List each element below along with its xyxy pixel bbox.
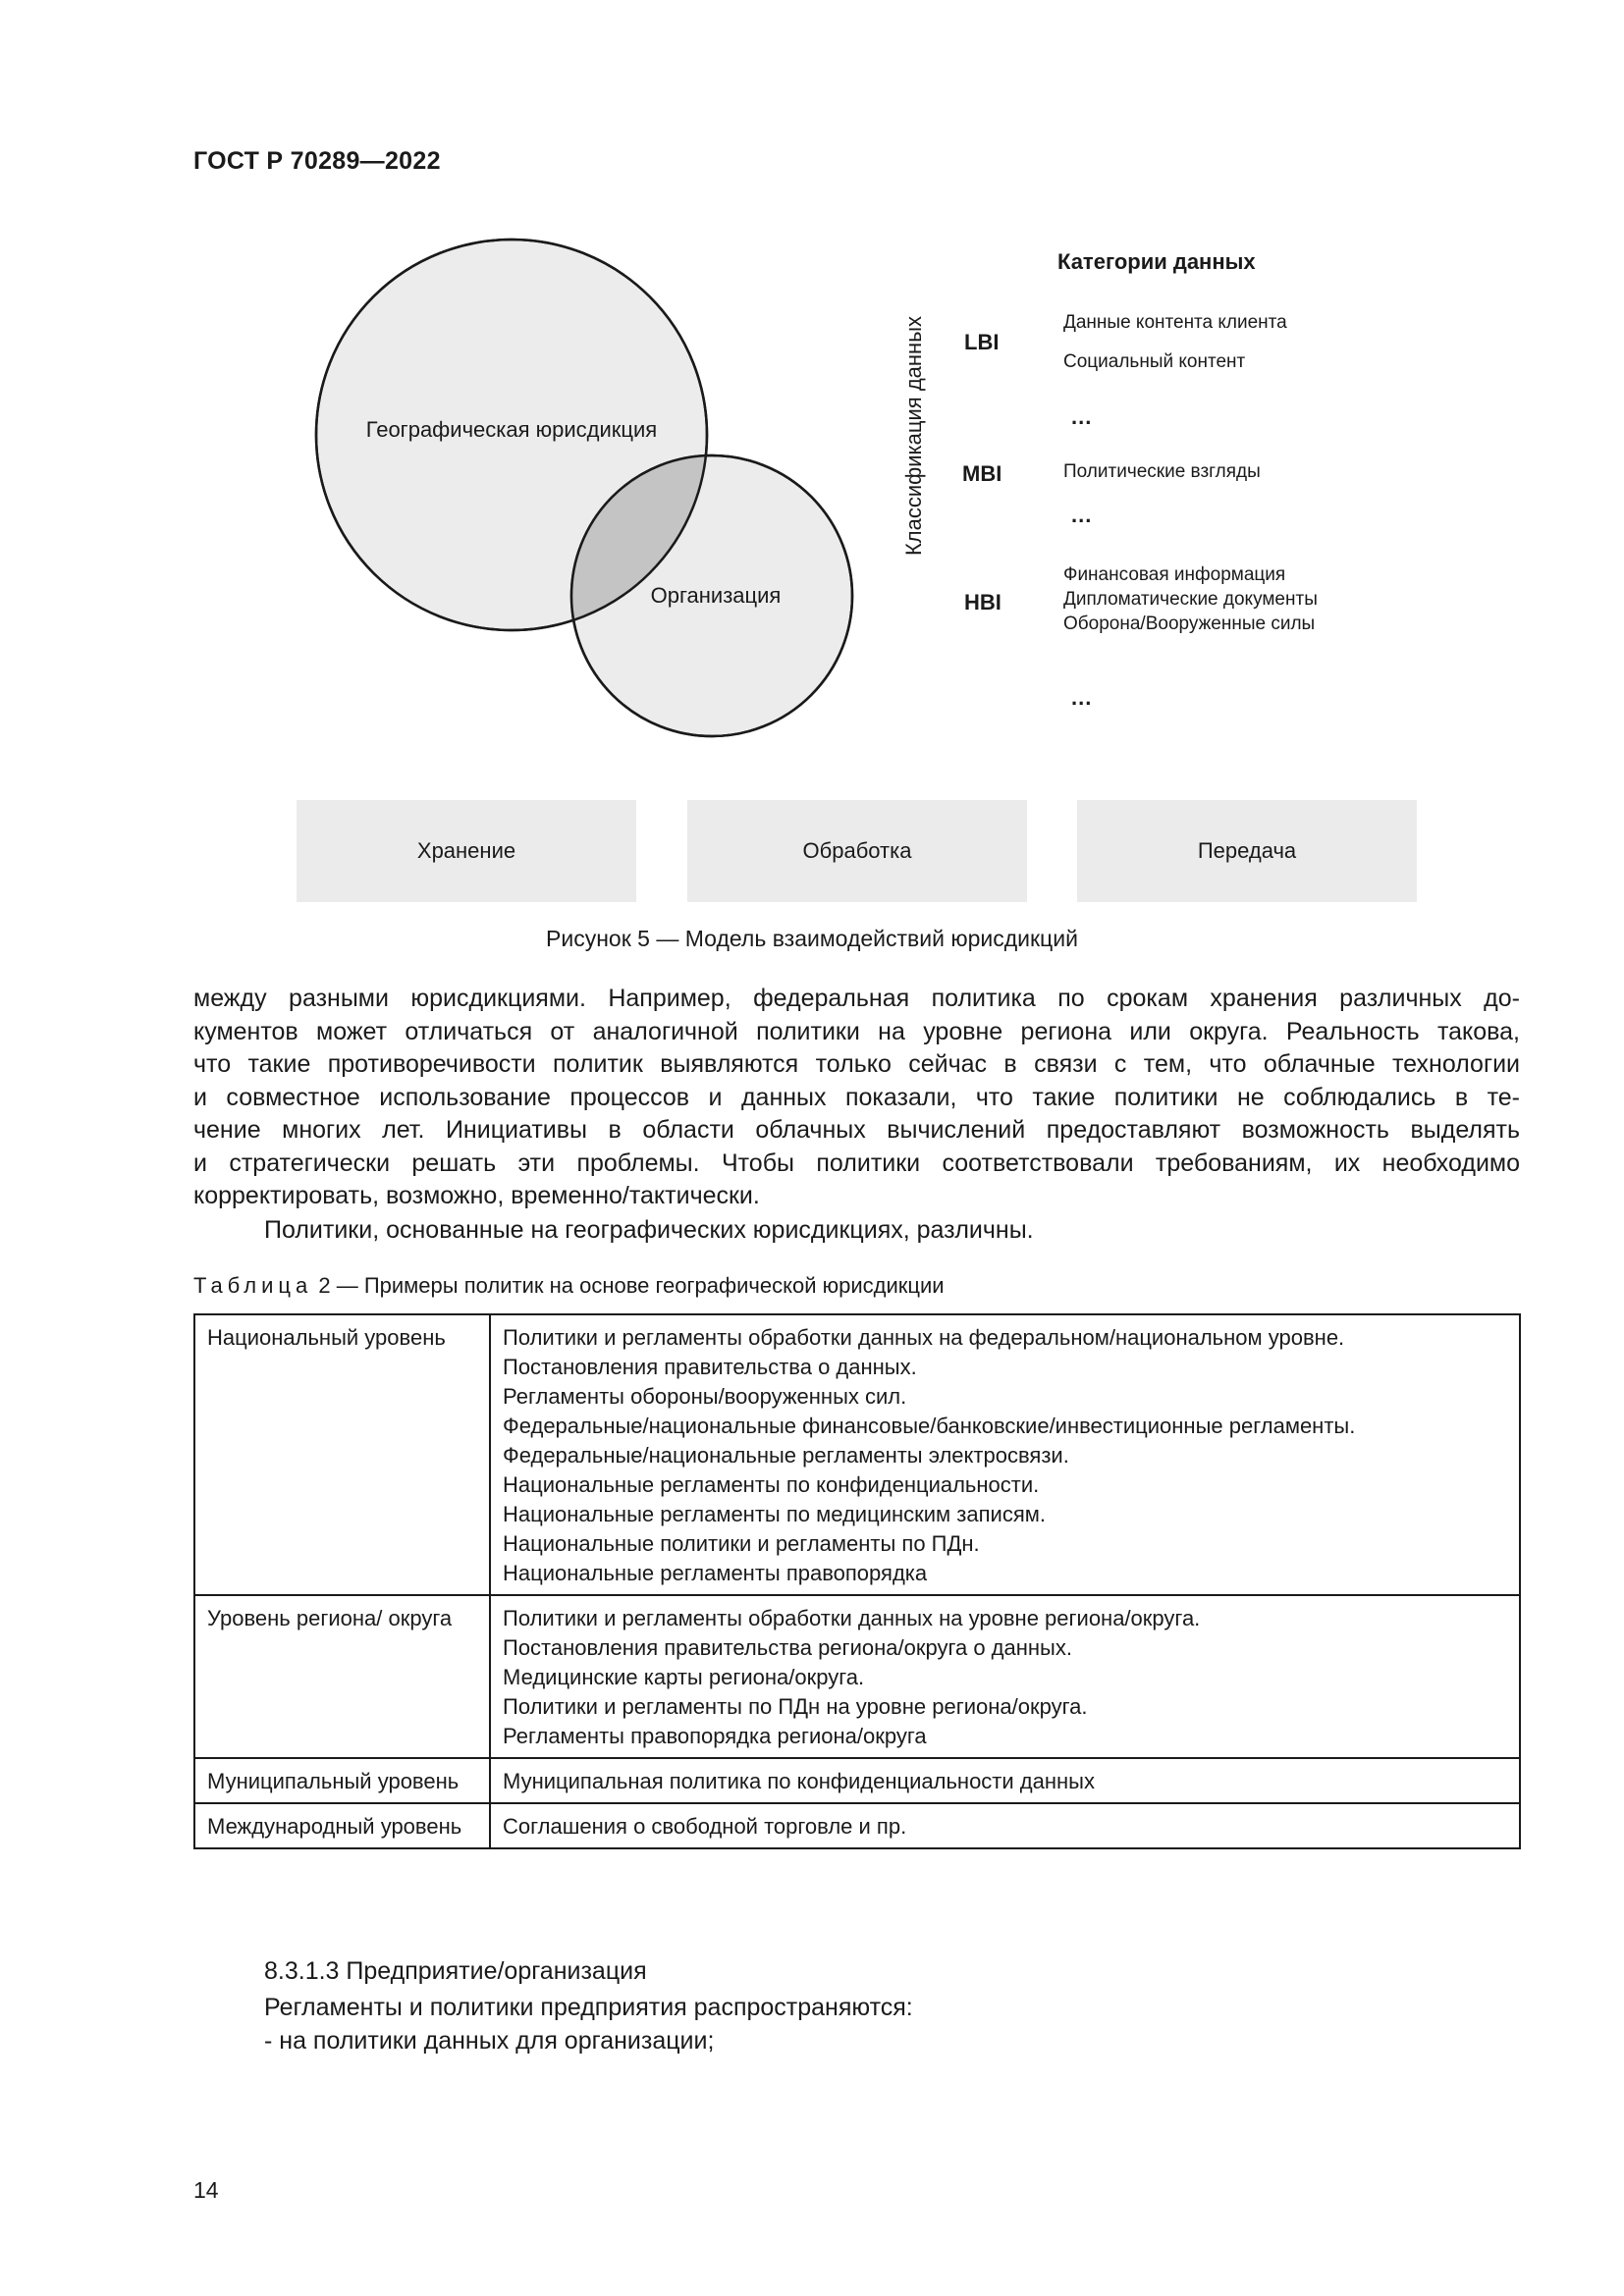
table-row	[194, 1803, 1520, 1848]
class-code-hbi: HBI	[964, 590, 1001, 614]
table-row	[194, 1314, 1520, 1595]
policies-cell: Муниципальная политика по конфиденциальности данных	[490, 1758, 1520, 1803]
figure-caption: Рисунок 5 — Модель взаимодействий юрисдикций	[546, 926, 1078, 951]
page-number: 14	[193, 2177, 219, 2203]
class-code-lbi: LBI	[964, 330, 1000, 354]
section-heading: 8.3.1.3 Предприятие/организация	[264, 1957, 647, 1985]
level-cell: Муниципальный уровень	[194, 1758, 490, 1803]
body-paragraph-2: Политики, основанные на географических юрисдикциях, различны.	[264, 1216, 1034, 1244]
stage-transfer: Передача	[1077, 800, 1417, 902]
table-row	[194, 1595, 1520, 1758]
ellipsis: ...	[1071, 503, 1093, 527]
section-intro: Регламенты и политики предприятия распространяются:	[264, 1994, 913, 2021]
stage-processing: Обработка	[687, 800, 1027, 902]
stage-storage: Хранение	[297, 800, 636, 902]
policies-cell: Политики и регламенты обработки данных на уровне региона/округа. Постановления правительства региона/округа о данных. Медицинские карты региона/округа. Политики и регламенты по ПДн на уровне региона/округа. Регламенты правопорядка региона/округа	[490, 1595, 1520, 1758]
organization-label: Организация	[650, 583, 782, 608]
policy-table	[193, 1313, 1521, 1849]
categories-title: Категории данных	[1057, 249, 1256, 274]
classification-axis-label: Классификация данных	[901, 315, 926, 557]
body-paragraph: между разными юрисдикциями. Например, федеральная политика по срокам хранения различных до- кументов может отличаться от аналогичной политики на уровне региона или округа. Реальность такова, что такие противоречивости политик выявляются только сейчас в связи с тем, что облачные технологии и совместное использование процессов и данных показали, что такие политики не соблюдались в те- чение многих лет. Инициативы в области облачных вычислений предоставляют возможность выделять и стратегически решать эти проблемы. Чтобы политики соответствовали требованиям, их необходимо корректировать, возможно, временно/тактически.	[193, 985, 1520, 1209]
policies-cell: Соглашения о свободной торговле и пр.	[490, 1803, 1520, 1848]
table-caption: Таблица 2 — Примеры политик на основе географической юрисдикции	[193, 1273, 945, 1298]
category-item: Политические взгляды	[1063, 461, 1261, 482]
category-item: Данные контента клиента	[1063, 312, 1287, 333]
class-code-mbi: MBI	[962, 461, 1002, 486]
ellipsis: ...	[1071, 685, 1093, 710]
venn-diagram	[0, 0, 1624, 923]
section-bullet: - на политики данных для организации;	[264, 2027, 715, 2055]
geo-jurisdiction-label: Географическая юрисдикция	[365, 417, 658, 442]
category-item: Дипломатические документы	[1063, 589, 1318, 610]
category-item: Оборона/Вооруженные силы	[1063, 614, 1316, 634]
document-header: ГОСТ Р 70289—2022	[193, 147, 441, 175]
table-row	[194, 1758, 1520, 1803]
level-cell: Международный уровень	[194, 1803, 490, 1848]
category-item: Социальный контент	[1063, 351, 1246, 372]
ellipsis: ...	[1071, 404, 1093, 429]
level-cell: Национальный уровень	[194, 1314, 490, 1595]
level-cell: Уровень региона/ округа	[194, 1595, 490, 1758]
policies-cell: Политики и регламенты обработки данных на федеральном/национальном уровне. Постановления правительства о данных. Регламенты обороны/вооруженных сил. Федеральные/национальные финансовые/банковские/инвестиционные регламенты. Федеральные/национальные регламенты электросвязи. Национальные регламенты по конфиденциальности. Национальные регламенты по медицинским записям. Национальные политики и регламенты по ПДн. Национальные регламенты правопорядка	[490, 1314, 1520, 1595]
category-item: Финансовая информация	[1063, 564, 1286, 585]
